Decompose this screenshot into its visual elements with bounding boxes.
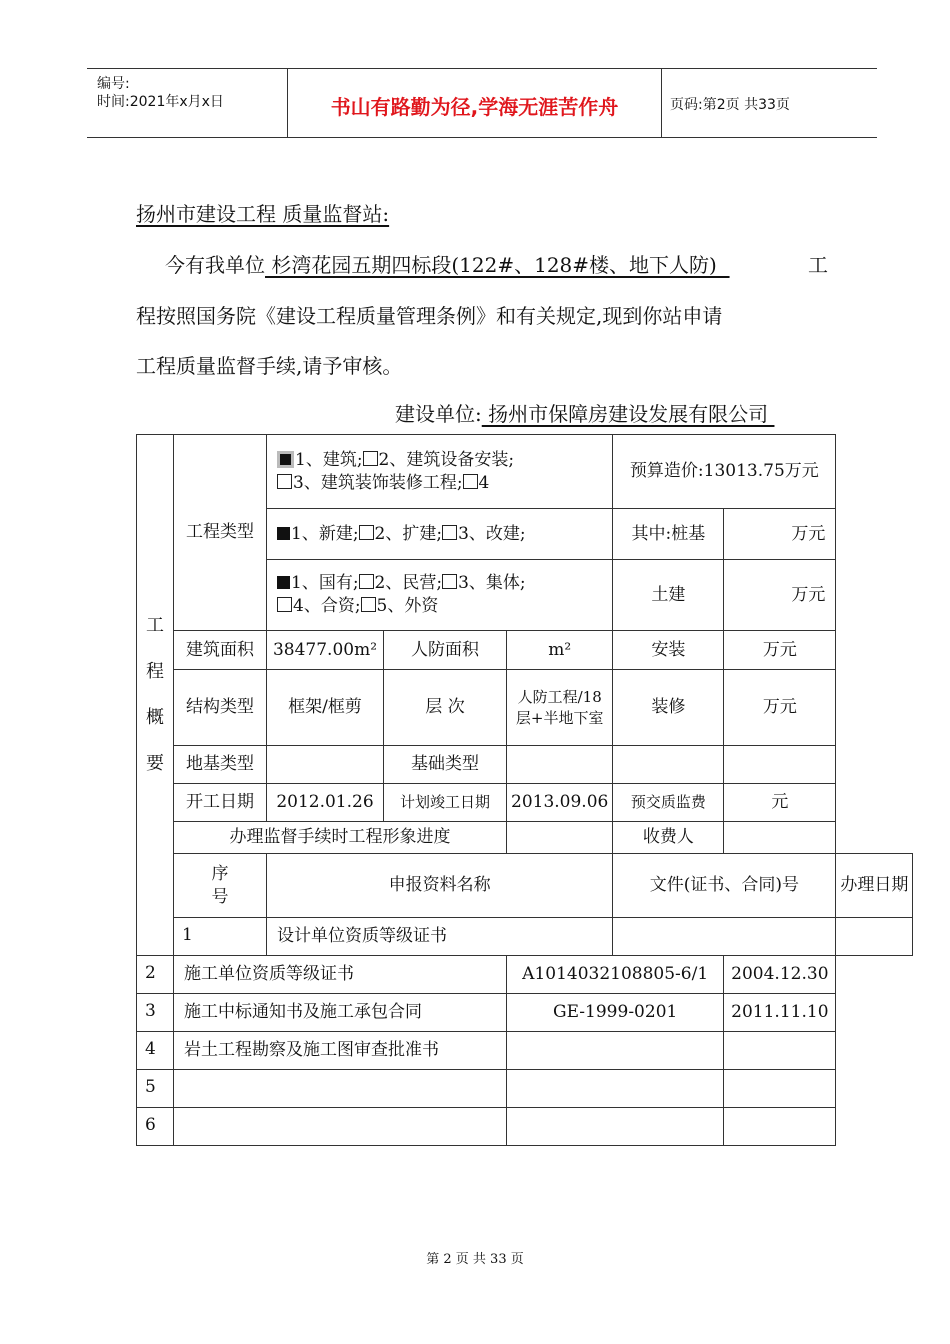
type-options-row-1: 1、建筑; 2、建筑设备安装; 3、建筑装饰装修工程; 4 xyxy=(267,435,613,509)
row-date: 2004.12.30 xyxy=(724,956,836,994)
progress-value xyxy=(507,822,613,854)
row-doc-name xyxy=(174,1108,507,1146)
planned-completion-label: 计划竣工日期 xyxy=(384,784,507,822)
row-no: 6 xyxy=(137,1108,174,1146)
row-date xyxy=(836,918,913,956)
row-doc-no xyxy=(507,1108,724,1146)
start-date-value: 2012.01.26 xyxy=(267,784,384,822)
row-doc-name xyxy=(174,1070,507,1108)
letter-line-3: 工程质量监督手续,请予审核。 xyxy=(136,354,403,378)
type-options-row-2: 1、新建; 2、扩建; 3、改建; xyxy=(267,509,613,560)
section-char: 概 xyxy=(146,707,164,728)
fee-collector-label: 收费人 xyxy=(613,822,724,854)
row-doc-name: 施工中标通知书及施工承包合同 xyxy=(174,994,507,1032)
structure-label: 结构类型 xyxy=(174,670,267,746)
area-label: 建筑面积 xyxy=(174,631,267,670)
empty-cell xyxy=(724,746,836,784)
unchecked-box-icon[interactable] xyxy=(442,525,457,540)
unchecked-box-icon[interactable] xyxy=(463,474,478,489)
fee-collector-value xyxy=(724,822,836,854)
unchecked-box-icon[interactable] xyxy=(359,574,374,589)
area-value: 38477.00m² xyxy=(267,631,384,670)
page-header xyxy=(87,68,877,138)
checked-box-icon[interactable] xyxy=(277,576,290,589)
section-label-cell xyxy=(137,435,174,956)
motto: 书山有路勤为径,学海无涯苦作舟 xyxy=(330,95,619,119)
row-no: 1 xyxy=(174,918,267,956)
letter-line-2: 程按照国务院《建设工程质量管理条例》和有关规定,现到你站申请 xyxy=(136,304,723,328)
row-doc-name: 设计单位资质等级证书 xyxy=(267,918,613,956)
foundation-soil-label: 地基类型 xyxy=(174,746,267,784)
row-date xyxy=(724,1108,836,1146)
col-header-doc-no: 文件(证书、合同)号 xyxy=(613,854,836,918)
unchecked-box-icon[interactable] xyxy=(442,574,457,589)
decoration-value: 万元 xyxy=(724,670,836,746)
line1-suffix: 工 xyxy=(808,253,828,277)
row-no: 4 xyxy=(137,1032,174,1070)
section-char: 要 xyxy=(146,753,164,774)
page-label: 页码:第2页 共33页 xyxy=(670,97,790,113)
floors-label: 层 次 xyxy=(384,670,507,746)
row-no: 5 xyxy=(137,1070,174,1108)
header-motto-cell xyxy=(288,69,662,137)
unchecked-box-icon[interactable] xyxy=(359,525,374,540)
table-row xyxy=(137,918,913,956)
type-options-row-3: 1、国有; 2、民营; 3、集体; 4、合资; 5、外资 xyxy=(267,560,613,631)
civil-label: 土建 xyxy=(613,560,724,631)
install-label: 安装 xyxy=(613,631,724,670)
builder-line xyxy=(395,398,774,427)
col-header-no: 序号 xyxy=(174,854,267,918)
prepaid-fee-label: 预交质监费 xyxy=(613,784,724,822)
structure-value: 框架/框剪 xyxy=(267,670,384,746)
time-label: 时间:2021年x月x日 xyxy=(97,94,224,110)
project-type-label: 工程类型 xyxy=(174,435,267,631)
row-date: 2011.11.10 xyxy=(724,994,836,1032)
civil-defense-area-value: m² xyxy=(507,631,613,670)
unchecked-box-icon[interactable] xyxy=(277,597,292,612)
row-date xyxy=(724,1070,836,1108)
row-no: 3 xyxy=(137,994,174,1032)
table-row xyxy=(137,956,913,994)
addressee: 扬州市建设工程 质量监督站: xyxy=(136,202,390,226)
row-doc-no xyxy=(507,1032,724,1070)
unchecked-box-icon[interactable] xyxy=(277,474,292,489)
unchecked-box-icon[interactable] xyxy=(361,597,376,612)
empty-cell xyxy=(613,746,724,784)
checked-box-icon[interactable] xyxy=(277,451,294,468)
foundation-type-label: 基础类型 xyxy=(384,746,507,784)
pile-value: 万元 xyxy=(724,509,836,560)
table-row xyxy=(137,1108,913,1146)
number-label: 编号: xyxy=(97,76,130,92)
pile-label: 其中:桩基 xyxy=(613,509,724,560)
line1-prefix: 今有我单位 xyxy=(165,253,265,277)
decoration-label: 装修 xyxy=(613,670,724,746)
foundation-soil-value xyxy=(267,746,384,784)
unchecked-box-icon[interactable] xyxy=(363,451,378,466)
builder-label: 建设单位: xyxy=(395,402,482,426)
application-form-table xyxy=(136,434,913,1146)
col-header-doc-name: 申报资料名称 xyxy=(267,854,613,918)
foundation-type-value xyxy=(507,746,613,784)
row-doc-no xyxy=(507,1070,724,1108)
checked-box-icon[interactable] xyxy=(277,527,290,540)
section-char: 程 xyxy=(146,661,164,682)
civil-value: 万元 xyxy=(724,560,836,631)
table-row xyxy=(137,994,913,1032)
letter-line-1 xyxy=(165,249,730,278)
col-header-date: 办理日期 xyxy=(836,854,913,918)
progress-label: 办理监督手续时工程形象进度 xyxy=(174,822,507,854)
row-doc-name: 岩土工程勘察及施工图审查批准书 xyxy=(174,1032,507,1070)
install-value: 万元 xyxy=(724,631,836,670)
header-meta-cell xyxy=(87,69,288,137)
row-doc-no: GE-1999-0201 xyxy=(507,994,724,1032)
start-date-label: 开工日期 xyxy=(174,784,267,822)
prepaid-fee-value: 元 xyxy=(724,784,836,822)
header-page-cell xyxy=(662,69,877,137)
project-name: 杉湾花园五期四标段(122#、128#楼、地下人防) xyxy=(265,253,730,277)
planned-completion-value: 2013.09.06 xyxy=(507,784,613,822)
row-doc-no xyxy=(613,918,836,956)
page-footer: 第 2 页 共 33 页 xyxy=(426,1252,524,1267)
row-doc-no: A1014032108805-6/1 xyxy=(507,956,724,994)
section-char: 工 xyxy=(146,615,164,636)
floors-value: 人防工程/18层+半地下室 xyxy=(507,670,613,746)
budget-cell: 预算造价:13013.75万元 xyxy=(613,435,836,509)
builder-name: 扬州市保障房建设发展有限公司 xyxy=(481,402,775,426)
civil-defense-area-label: 人防面积 xyxy=(384,631,507,670)
table-row xyxy=(137,1070,913,1108)
row-doc-name: 施工单位资质等级证书 xyxy=(174,956,507,994)
row-no: 2 xyxy=(137,956,174,994)
row-date xyxy=(724,1032,836,1070)
table-row xyxy=(137,1032,913,1070)
